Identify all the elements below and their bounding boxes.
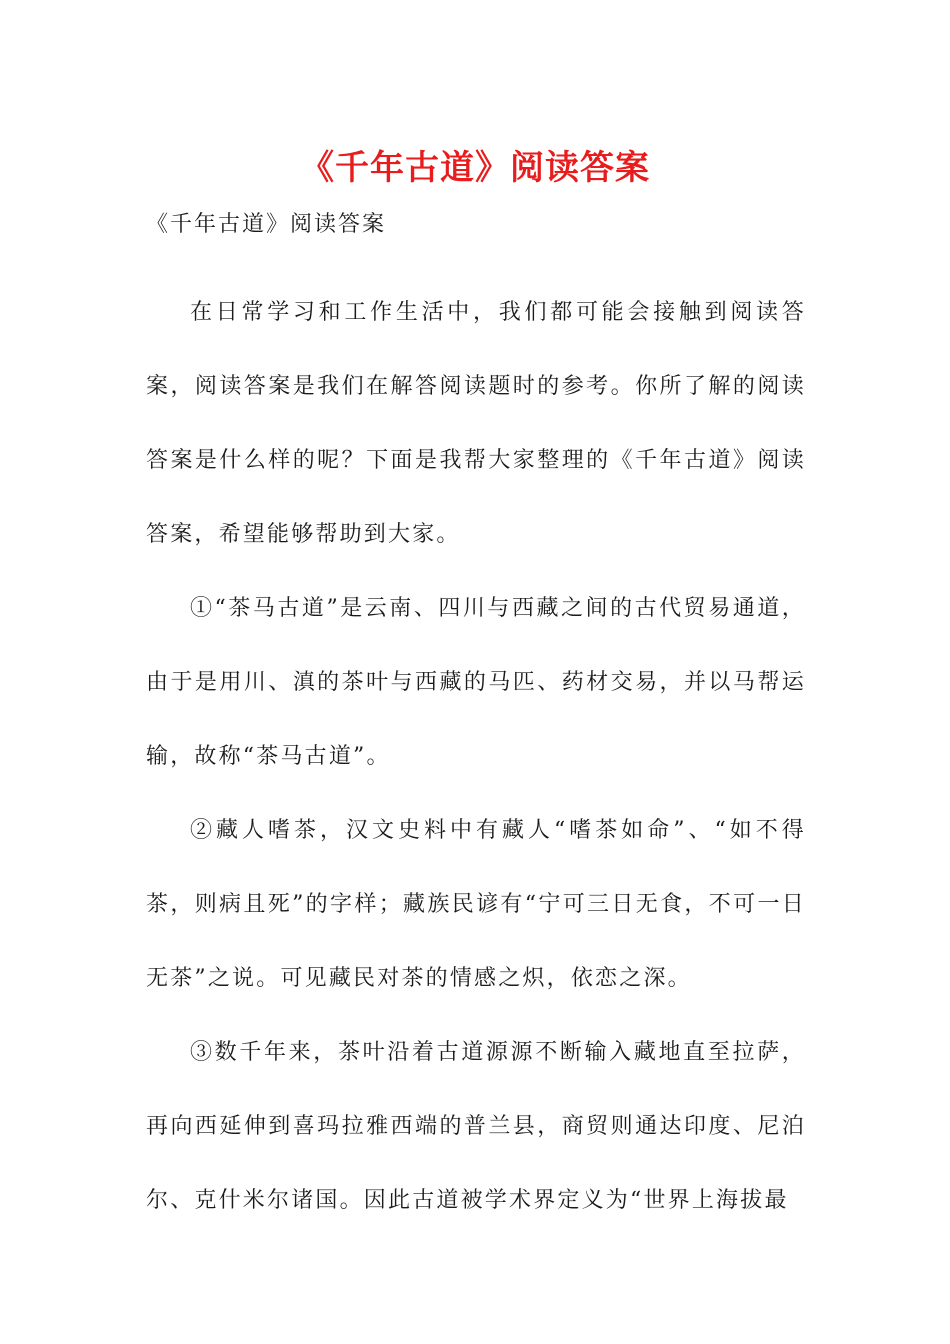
paragraph-2: ②藏人嗜茶，汉文史料中有藏人“嗜茶如命”、“如不得茶，则病且死”的字样；藏族民谚有“宁可三日无食，不可一日无茶”之说。可见藏民对茶的情感之炽，依恋之深。 <box>146 818 806 991</box>
document-subtitle: 《千年古道》阅读答案 <box>146 212 387 237</box>
paragraph-3: ③数千年来，茶叶沿着古道源源不断输入藏地直至拉萨，再向西延伸到喜玛拉雅西端的普兰县，商贸则通达印度、尼泊尔、克什米尔诸国。因此古道被学术界定义为“世界上海拔最 <box>146 1040 806 1213</box>
document-body <box>146 276 806 1238</box>
document-title: 《千年古道》阅读答案 <box>300 148 650 188</box>
paragraph-intro: 在日常学习和工作生活中，我们都可能会接触到阅读答案，阅读答案是我们在解答阅读题时的参考。你所了解的阅读答案是什么样的呢？下面是我帮大家整理的《千年古道》阅读答案，希望能够帮助到大家。 <box>146 300 806 547</box>
paragraph-1: ①“茶马古道”是云南、四川与西藏之间的古代贸易通道，由于是用川、滇的茶叶与西藏的马匹、药材交易，并以马帮运输，故称“茶马古道”。 <box>146 596 806 769</box>
